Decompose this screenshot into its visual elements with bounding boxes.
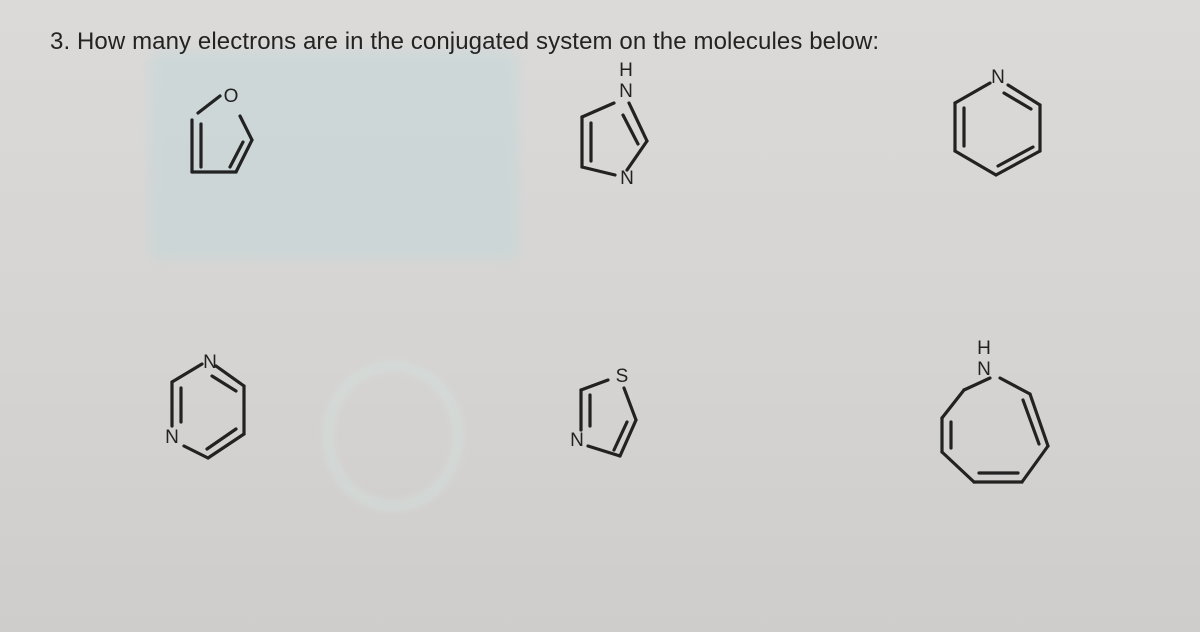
molecule-pyrimidine [150,350,260,480]
bond [198,96,220,113]
molecule-thiazole [560,360,660,470]
question-text: 3. How many electrons are in the conjugated system on the molecules below: [50,28,880,55]
atom-label-nitrogen: N [203,352,217,374]
bond [624,388,636,420]
double-bond-line [1023,400,1039,444]
background-ghost-ring [322,360,464,512]
atom-label-nitrogen: N [165,427,179,449]
atom-label-hydrogen: H [977,338,991,360]
bond [1030,394,1048,446]
atom-label-nitrogen: N [620,168,634,190]
bond [240,116,252,140]
molecule-azepine [932,330,1062,495]
bond [620,420,636,456]
atom-label-nitrogen: N [977,359,991,381]
atom-label-nitrogen: N [619,81,633,103]
atom-label-hydrogen: H [619,60,633,82]
bond [582,103,614,117]
bond [627,141,647,170]
molecule-furan [170,80,270,190]
bond [1008,85,1040,105]
bond [1000,378,1030,394]
atom-label-oxygen: O [223,86,239,108]
bond [942,452,974,482]
double-bond-line [207,429,236,449]
molecule-pyridine [948,65,1058,195]
atom-label-nitrogen: N [570,430,584,452]
molecule-imidazole [565,55,665,195]
bond [1022,446,1048,482]
bond [184,446,208,458]
bond [581,380,608,390]
bond [955,151,996,175]
bond [582,167,615,175]
bond [955,83,990,103]
bond [942,390,964,418]
atom-label-nitrogen: N [991,67,1005,89]
bond [172,364,202,382]
bond [236,140,252,172]
atom-label-sulfur: S [615,366,629,388]
